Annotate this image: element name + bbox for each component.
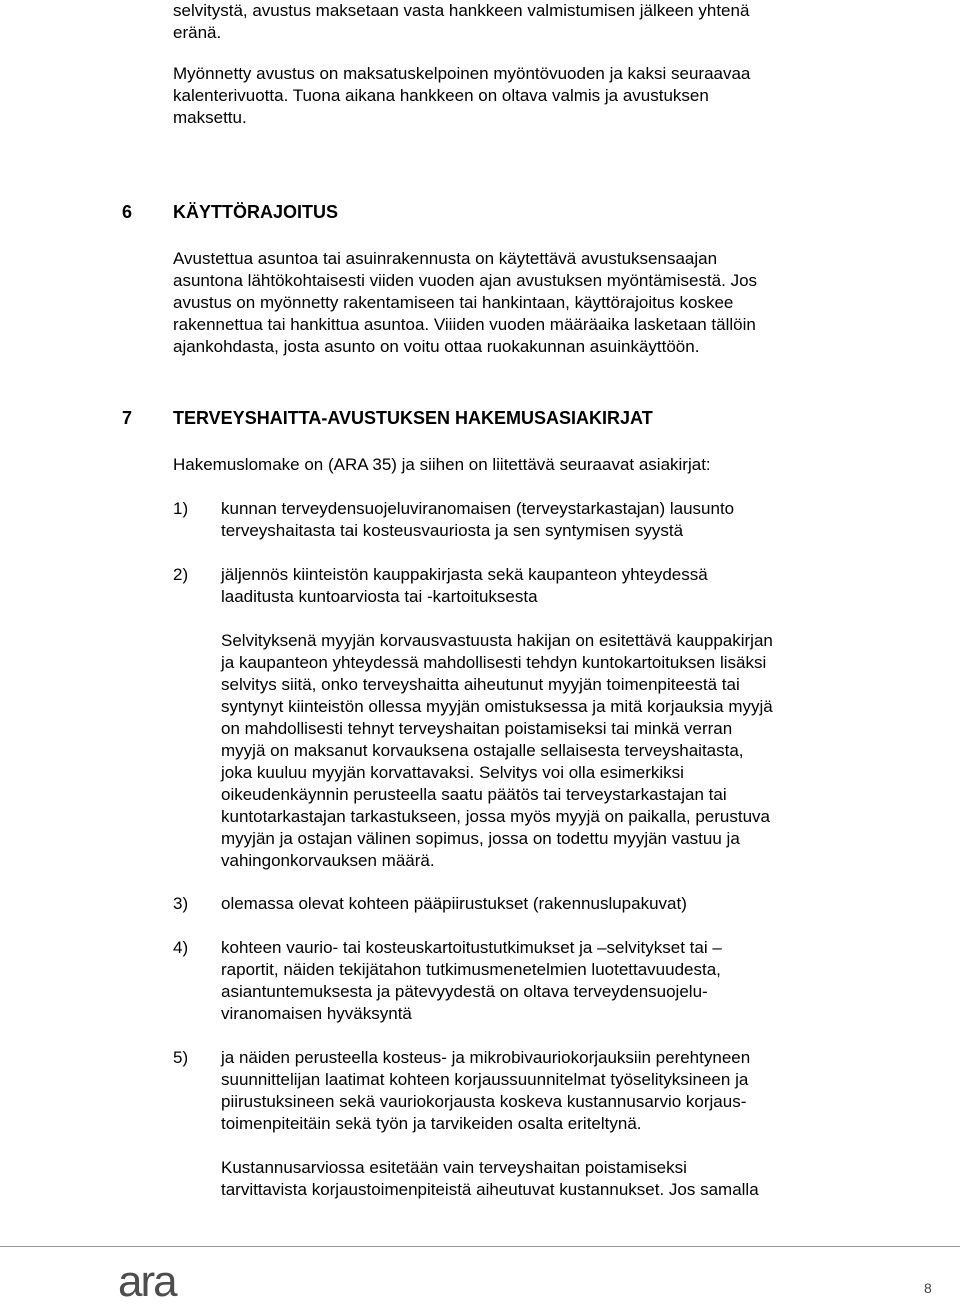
section-7-heading bbox=[122, 406, 653, 430]
list-item-number: 3) bbox=[173, 894, 189, 913]
list-item-number: 1) bbox=[173, 499, 189, 518]
list-item-text: olemassa olevat kohteen pääpiirustukset (rakennuslupakuvat) bbox=[221, 894, 687, 913]
page-number: 8 bbox=[924, 1280, 932, 1296]
list-item-number: 2) bbox=[173, 565, 189, 584]
ara-logo-text: ara bbox=[118, 1262, 176, 1302]
intro-paragraph-1: selvitystä, avustus maksetaan vasta hankkeen valmistumisen jälkeen yhtenä eränä. bbox=[173, 1, 750, 42]
section-7-intro: Hakemuslomake on (ARA 35) ja siihen on liitettävä seuraavat asiakirjat: bbox=[173, 455, 711, 474]
ara-logo bbox=[118, 1262, 196, 1302]
section-6-title: KÄYTTÖRAJOITUS bbox=[173, 202, 339, 222]
section-6-heading bbox=[122, 200, 338, 224]
section-7-title: TERVEYSHAITTA-AVUSTUKSEN HAKEMUSASIAKIRJAT bbox=[173, 408, 653, 428]
section-6-number: 6 bbox=[122, 202, 133, 222]
list-item-text: kunnan terveydensuojeluviranomaisen (terveystarkastajan) lausunto terveyshaitasta tai kosteusvauriosta ja sen syntymisen syystä bbox=[221, 499, 735, 540]
list-item-number: 4) bbox=[173, 938, 189, 957]
list-item-text: ja näiden perusteella kosteus- ja mikrobivauriokorjauksiin perehtyneen suunnittelijan laatimat kohteen korjaussuunnitelmat työselityksineen ja piirustuksineen sekä vauriokorjausta koskeva kustannusarvio korjaus- toimenpiteitäin sekä työn ja tarvikeiden osalta eriteltynä. bbox=[221, 1048, 751, 1133]
list-item-text: kohteen vaurio- tai kosteuskartoitustutkimukset ja –selvitykset tai – raportit, näiden tekijätahon tutkimusmenetelmien luotettavuudesta, asiantuntemuksesta ja pätevyydestä on oltava terveydensuojelu- viranomaisen hyväksyntä bbox=[221, 938, 722, 1023]
item-5-note: Kustannusarviossa esitetään vain terveyshaitan poistamiseksi tarvittavista korjaustoimenpiteistä aiheutuvat kustannukset. Jos samalla bbox=[221, 1158, 759, 1199]
section-7-number: 7 bbox=[122, 408, 133, 428]
footer-divider bbox=[0, 1246, 960, 1247]
intro-paragraph-2: Myönnetty avustus on maksatuskelpoinen myöntövuoden ja kaksi seuraavaa kalenterivuotta. Tuona aikana hankkeen on oltava valmis ja avustuksen maksettu. bbox=[173, 64, 751, 127]
item-2-note: Selvityksenä myyjän korvausvastuusta hakijan on esitettävä kauppakirjan ja kaupanteon yhteydessä mahdollisesti tehdyn kuntokartoituksen lisäksi selvitys siitä, onko terveyshaitta aiheutunut myyjän toimenpiteestä tai syntynyt kiinteistön ollessa myyjän omistuksessa ja mitä korjauksia myyjä on mahdollisesti tehnyt terveyshaitan poistamiseksi tai minkä verran myyjä on maksanut korvauksena ostajalle sellaisesta terveyshaitasta, joka kuuluu myyjän korvattavaksi. Selvitys voi olla esimerkiksi oikeudenkäynnin perusteella saatu päätös tai terveystarkastajan tai kuntotarkastajan tarkastukseen, jossa myös myyjä on paikalla, perustuva myyjän ja ostajan välinen sopimus, jossa on todettu myyjän vastuu ja vahingonkorvauksen määrä. bbox=[221, 631, 773, 870]
list-item-text: jäljennös kiinteistön kauppakirjasta sekä kaupanteon yhteydessä laaditusta kuntoarviosta tai -kartoituksesta bbox=[221, 565, 708, 606]
section-6-body: Avustettua asuntoa tai asuinrakennusta on käytettävä avustuksensaajan asuntona lähtökohtaisesti viiden vuoden ajan avustuksen myöntämisestä. Jos avustus on myönnetty rakentamiseen tai hankintaan, käyttörajoitus koskee rakennettua tai hankittua asuntoa. Viiiden vuoden määräaika lasketaan tällöin ajankohdasta, josta asunto on voitu ottaa ruokakunnan asuinkäyttöön. bbox=[173, 249, 758, 356]
list-item-number: 5) bbox=[173, 1048, 189, 1067]
